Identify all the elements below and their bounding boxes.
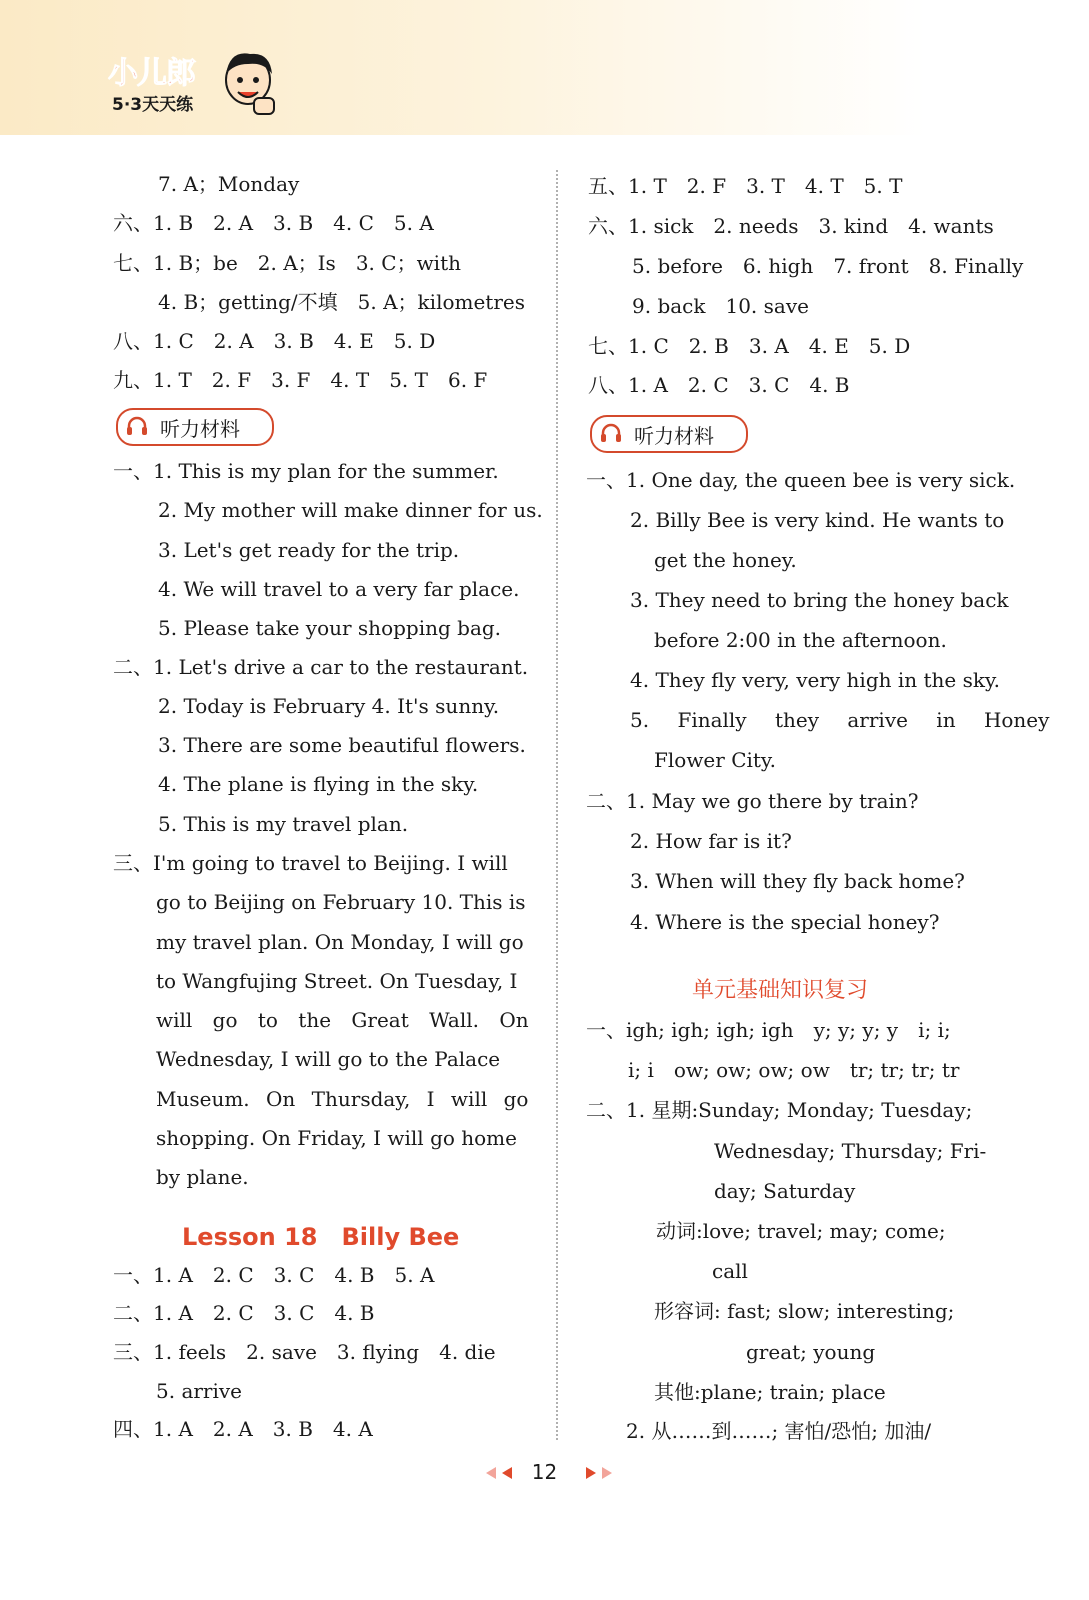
logo-subtitle: 5·3天天练 — [112, 95, 194, 115]
transcript-line: 2. Billy Bee is very kind. He wants to — [630, 508, 1005, 532]
review-line: Wednesday; Thursday; Fri- — [714, 1139, 987, 1163]
passage-line: 三、I'm going to travel to Beijing. I will — [113, 851, 508, 875]
passage-line: Wednesday, I will go to the Palace — [156, 1047, 501, 1071]
mascot-boy-icon — [218, 48, 278, 118]
answer-line: 六、1. B 2. A 3. B 4. C 5. A — [113, 211, 434, 235]
passage-line: Museum. On Thursday, I will go — [156, 1087, 529, 1111]
listening-label-text: 听力材料 — [160, 416, 240, 441]
transcript-line: 二、1. May we go there by train? — [586, 789, 919, 813]
page-number: 12 — [531, 1460, 558, 1484]
brand-logo — [108, 48, 278, 118]
answer-line: 7. A；Monday — [158, 172, 300, 196]
transcript-line: 一、1. One day, the queen bee is very sick. — [586, 468, 1016, 492]
passage-line: my travel plan. On Monday, I will go — [156, 930, 524, 954]
review-line: 其他:plane; train; place — [654, 1380, 886, 1404]
passage-line: go to Beijing on February 10. This is — [156, 890, 526, 914]
answer-line: 三、1. feels 2. save 3. flying 4. die — [113, 1340, 496, 1364]
answer-line: 四、1. A 2. A 3. B 4. A — [113, 1417, 373, 1441]
transcript-line: 2. My mother will make dinner for us. — [158, 498, 543, 522]
answer-line: 七、1. C 2. B 3. A 4. E 5. D — [588, 334, 911, 358]
transcript-line: 5. Finally they arrive in Honey — [630, 708, 1050, 732]
answer-line: 9. back 10. save — [632, 294, 809, 318]
next-arrows-icon — [580, 1466, 614, 1480]
review-line: 形容词: fast; slow; interesting; — [654, 1299, 955, 1323]
answer-line: 九、1. T 2. F 3. F 4. T 5. T 6. F — [113, 368, 488, 392]
review-line: 2. 从……到……; 害怕/恐怕; 加油/ — [626, 1419, 932, 1443]
review-line: 一、igh; igh; igh; igh y; y; y; y i; i; — [586, 1018, 951, 1042]
transcript-line: Flower City. — [654, 748, 776, 772]
review-line: call — [712, 1259, 748, 1283]
transcript-line: 3. There are some beautiful flowers. — [158, 733, 526, 757]
answer-line: 5. before 6. high 7. front 8. Finally — [632, 254, 1024, 278]
column-divider — [556, 170, 558, 1440]
transcript-line: 4. They fly very, very high in the sky. — [630, 668, 1000, 692]
review-line: day; Saturday — [714, 1179, 856, 1203]
review-line: 动词:love; travel; may; come; — [656, 1219, 946, 1243]
passage-line: will go to the Great Wall. On — [156, 1008, 529, 1032]
transcript-line: 一、1. This is my plan for the summer. — [113, 459, 499, 483]
lesson-heading: Lesson 18 Billy Bee — [182, 1223, 460, 1251]
answer-line: 5. arrive — [156, 1379, 243, 1403]
passage-line: shopping. On Friday, I will go home — [156, 1126, 517, 1150]
answer-line: 4. B；getting/不填 5. A；kilometres — [158, 290, 526, 314]
review-line: i; i ow; ow; ow; ow tr; tr; tr; tr — [628, 1058, 960, 1082]
review-line: 二、1. 星期:Sunday; Monday; Tuesday; — [586, 1098, 973, 1122]
answer-line: 七、1. B；be 2. A；Is 3. C；with — [113, 251, 461, 275]
transcript-line: 5. Please take your shopping bag. — [158, 616, 502, 640]
answer-line: 八、1. A 2. C 3. C 4. B — [588, 373, 850, 397]
transcript-line: 二、1. Let's drive a car to the restaurant. — [113, 655, 529, 679]
transcript-line: 5. This is my travel plan. — [158, 812, 409, 836]
answer-line: 六、1. sick 2. needs 3. kind 4. wants — [588, 214, 994, 238]
review-heading: 单元基础知识复习 — [692, 978, 869, 1003]
listening-material-label — [590, 415, 748, 453]
review-line: great; young — [746, 1340, 876, 1364]
transcript-line: 4. We will travel to a very far place. — [158, 577, 520, 601]
passage-line: by plane. — [156, 1165, 249, 1189]
answer-line: 二、1. A 2. C 3. C 4. B — [113, 1301, 375, 1325]
transcript-line: 3. They need to bring the honey back — [630, 588, 1009, 612]
answer-line: 一、1. A 2. C 3. C 4. B 5. A — [113, 1263, 435, 1287]
transcript-line: 4. The plane is flying in the sky. — [158, 772, 479, 796]
answer-line: 五、1. T 2. F 3. T 4. T 5. T — [588, 174, 903, 198]
transcript-line: 4. Where is the special honey? — [630, 910, 940, 934]
transcript-line: 2. How far is it? — [630, 829, 792, 853]
headphones-icon — [600, 423, 622, 443]
logo-title: 小儿郎 — [108, 56, 195, 91]
headphones-icon — [126, 416, 148, 436]
passage-line: to Wangfujing Street. On Tuesday, I — [156, 969, 518, 993]
transcript-line: before 2:00 in the afternoon. — [654, 628, 947, 652]
transcript-line: 3. When will they fly back home? — [630, 869, 965, 893]
listening-material-label — [116, 408, 274, 446]
answer-line: 八、1. C 2. A 3. B 4. E 5. D — [113, 329, 436, 353]
transcript-line: get the honey. — [654, 548, 797, 572]
listening-label-text: 听力材料 — [634, 423, 714, 448]
transcript-line: 3. Let's get ready for the trip. — [158, 538, 460, 562]
transcript-line: 2. Today is February 4. It's sunny. — [158, 694, 500, 718]
